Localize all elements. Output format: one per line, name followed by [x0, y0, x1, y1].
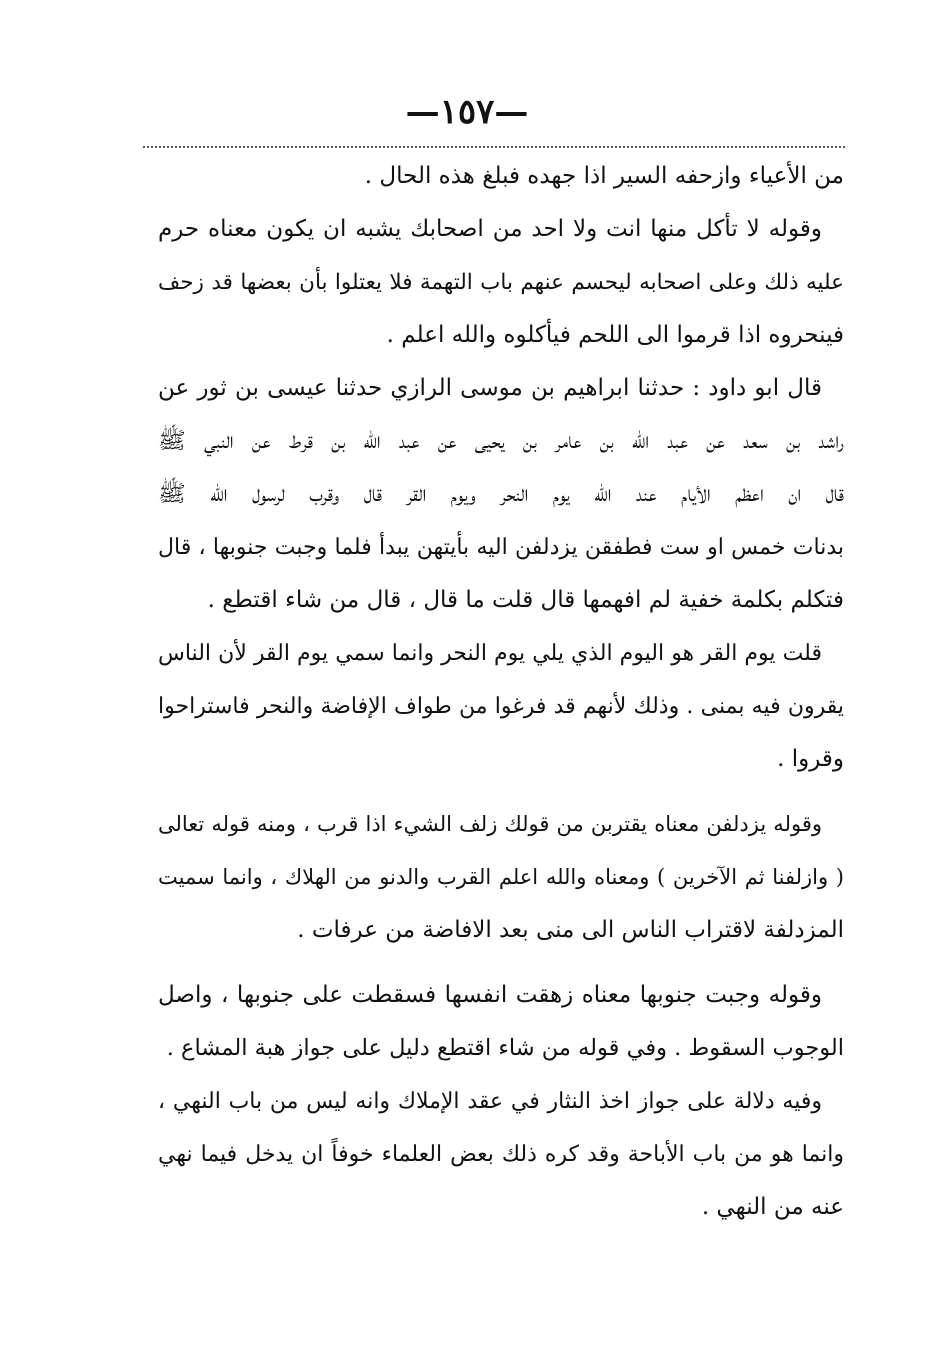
- text-line: وقوله وجبت جنوبها معناه زهقت انفسها فسقطت على جنوبها ، واصل: [158, 982, 822, 1008]
- text-line: قلت يوم القر هو اليوم الذي يلي يوم النحر وانما سمي يوم القر لأن الناس: [158, 641, 822, 666]
- text-line: المزدلفة لاقتراب الناس الى منى بعد الافاضة من عرفات .: [297, 917, 844, 943]
- text-line: بدنات خمس او ست فطفقن يزدلفن اليه بأيتهن يبدأ فلما وجبت جنوبها ، قال: [158, 535, 844, 560]
- text-line: راشد بن سعد عن عبد الله بن عامر بن يحيى عن عبد الله بن قرط عن النبي ﷺ: [158, 428, 844, 454]
- text-line: من الأعياء وازحفه السير اذا جهده فبلغ هذه الحال .: [364, 163, 844, 189]
- text-line: وقوله لا تأكل منها انت ولا احد من اصحابك يشبه ان يكون معناه حرم: [158, 216, 822, 242]
- text-line: قال ان اعظم الأيام عند الله يوم النحر ويوم القر قال وقرب لرسول الله ﷺ: [158, 481, 844, 507]
- text-line: وقروا .: [777, 746, 844, 772]
- text-line: يقرون فيه بمنى . وذلك لأنهم قد فرغوا من طواف الإفاضة والنحر فاستراحوا: [158, 694, 844, 719]
- body-text: [158, 150, 844, 1234]
- paragraph-2: [158, 203, 844, 362]
- paragraph-5: [158, 798, 844, 957]
- page-number: —١٥٧—: [405, 92, 529, 132]
- text-line: الوجوب السقوط . وفي قوله من شاء اقتطع دليل على جواز هبة المشاع .: [166, 1035, 844, 1061]
- paragraph-7: [158, 1075, 844, 1234]
- text-line: عليه ذلك وعلى اصحابه ليحسم عنهم باب التهمة فلا يعتلوا بأن بعضها قد زحف: [158, 270, 844, 295]
- paragraph-6: [158, 969, 844, 1075]
- text-line: وانما هو من باب الأباحة وقد كره ذلك بعض العلماء خوفاً ان يدخل فيما نهي: [158, 1142, 844, 1167]
- header-divider: [143, 146, 845, 148]
- text-line: ( وازلفنا ثم الآخرين ) ومعناه والله اعلم القرب والدنو من الهلاك ، وانما سميت: [158, 865, 844, 889]
- text-line: وقوله يزدلفن معناه يقتربن من قولك زلف الشيء اذا قرب ، ومنه قوله تعالى: [158, 812, 822, 836]
- text-line: فتكلم بكلمة خفية لم افهمها قال قلت ما قال ، قال من شاء اقتطع .: [207, 587, 844, 613]
- paragraph-4: [158, 627, 844, 786]
- paragraph-3: [158, 362, 844, 627]
- text-line: عنه من النهي .: [701, 1194, 844, 1220]
- text-line: فينحروه اذا قرموا الى اللحم فيأكلوه والله اعلم .: [386, 322, 844, 348]
- text-line: وفيه دلالة على جواز اخذ النثار في عقد الإملاك وانه ليس من باب النهي ،: [158, 1089, 822, 1114]
- text-line: قال ابو داود : حدثنا ابراهيم بن موسى الرازي حدثنا عيسى بن ثور عن: [158, 375, 822, 401]
- paragraph-1: [158, 150, 844, 203]
